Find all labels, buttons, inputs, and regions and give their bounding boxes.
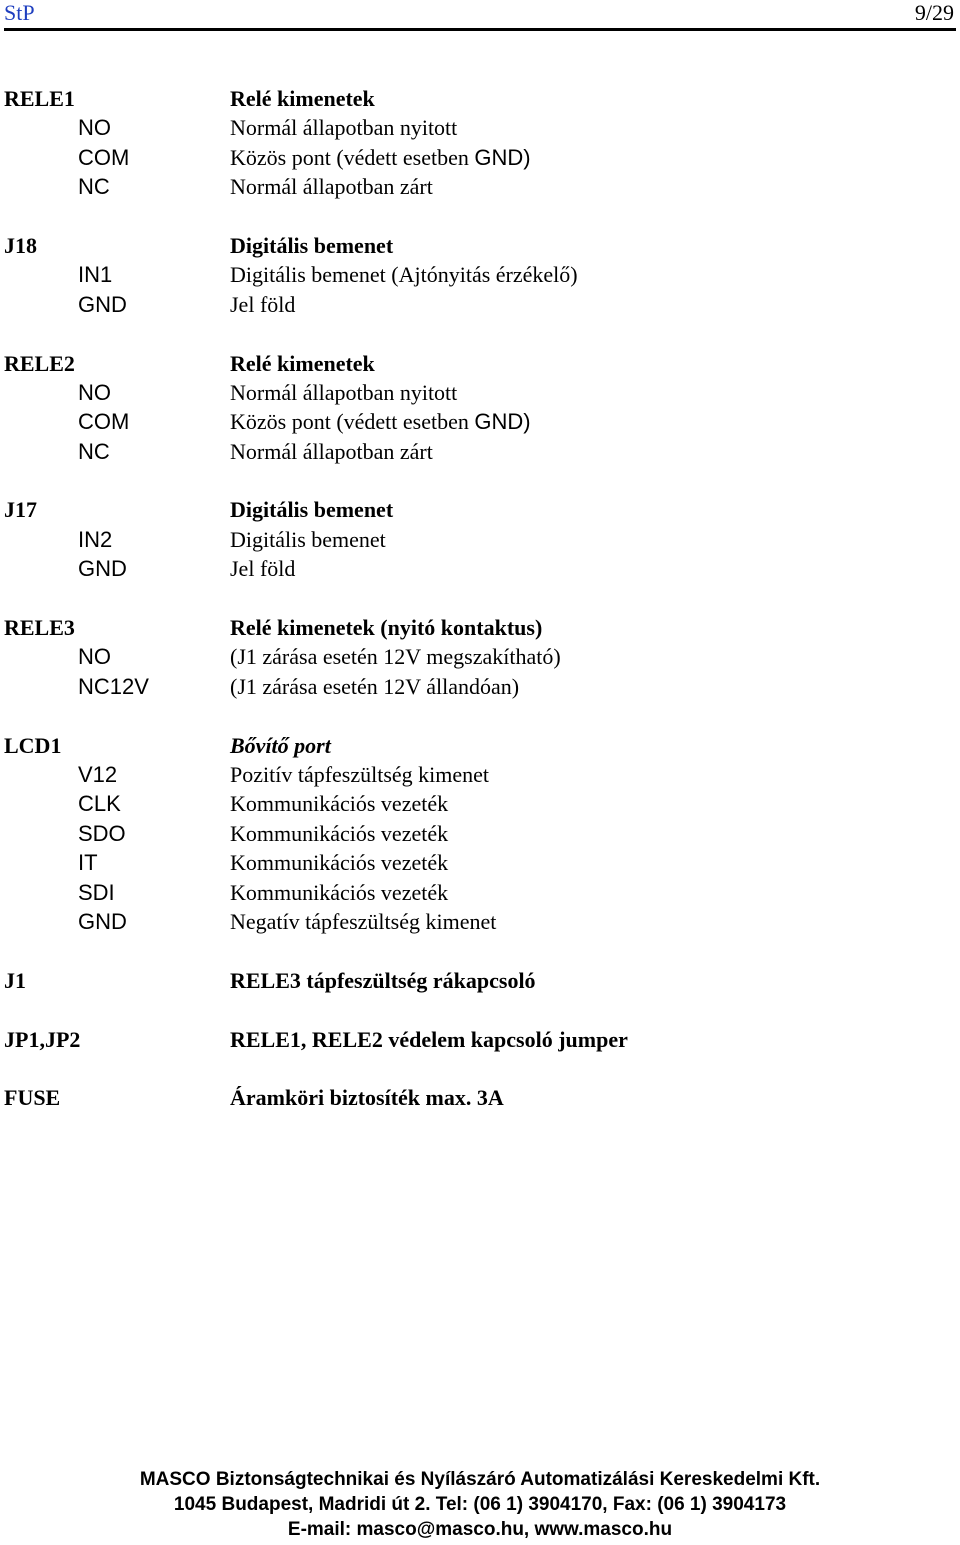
connector-label: RELE2 [4,350,75,376]
pin-description-text: Kommunikációs vezeték [230,850,449,876]
connector-label: LCD1 [4,732,62,758]
section-title: Relé kimenetek (nyitó kontaktus) [230,615,543,641]
pin-description [230,525,386,554]
pin-row [0,290,960,319]
pin-row [0,819,960,848]
section-title: Relé kimenetek [230,86,375,111]
pin-description-signal: GND) [474,409,531,435]
pin-description-text: (J1 zárása esetén 12V megszakítható) [230,644,561,670]
section-header-row [0,966,960,995]
pin-name: NC [78,174,110,200]
section-header-row [0,231,960,260]
pin-description-text: Kommunikációs vezeték [230,820,449,846]
pin-row [0,525,960,554]
pin-description [230,437,433,466]
connector-label: J17 [4,497,37,523]
pin-description-signal: GND) [474,144,531,170]
section-header-row [0,84,960,113]
page-footer [0,1467,960,1542]
header-rule [4,28,956,31]
section-spacer [0,202,960,231]
header-doc-code: StP [4,0,35,25]
footer-contact: E-mail: masco@masco.hu, www.masco.hu [287,1519,673,1540]
pin-name: NO [78,115,111,141]
footer-address: 1045 Budapest, Madridi út 2. Tel: (06 1) 3904170, Fax: (06 1) 3904173 [173,1494,787,1515]
pin-name: NO [78,644,111,670]
pin-description [230,642,561,671]
pin-description [230,760,489,789]
pin-name: NC12V [78,673,149,699]
pin-name: NO [78,379,111,405]
pin-row [0,642,960,671]
pin-name: IN1 [78,262,113,288]
section-spacer [0,466,960,495]
pin-description [230,143,531,172]
pin-description [230,907,496,936]
section-title: Relé kimenetek [230,350,375,376]
pin-description-text: Normál állapotban nyitott [230,115,458,141]
pin-description [230,172,433,201]
pin-description-text: Normál állapotban zárt [230,174,433,200]
pin-row [0,907,960,936]
section-title: Bővítő port [230,732,331,758]
section-header-row [0,495,960,524]
section-header-row [0,1083,960,1112]
pin-row [0,113,960,142]
section-title: RELE3 tápfeszültség rákapcsoló [230,967,536,993]
pin-description [230,290,295,319]
section-title: RELE1, RELE2 védelem kapcsoló jumper [230,1026,628,1052]
pin-row [0,437,960,466]
pin-description-text: (J1 zárása esetén 12V állandóan) [230,673,520,699]
section-spacer [0,936,960,965]
pin-name: NC [78,438,110,464]
page-number: 9/29 [914,0,954,25]
section-header-row [0,1025,960,1054]
pin-row [0,143,960,172]
pin-description-text: Digitális bemenet (Ajtónyitás érzékelő) [230,262,578,288]
footer-company: MASCO Biztonságtechnikai és Nyílászáró Automatizálási Kereskedelmi Kft. [139,1469,821,1490]
pin-name: CLK [78,791,121,817]
pin-description-text: Normál állapotban zárt [230,438,433,464]
pin-row [0,260,960,289]
pin-row [0,172,960,201]
pin-row [0,554,960,583]
pin-description-text: Pozitív tápfeszültség kimenet [230,761,490,787]
pin-name: IN2 [78,526,113,552]
pin-description [230,848,448,877]
pin-description-text: Digitális bemenet [230,526,386,552]
pin-description-text: Kommunikációs vezeték [230,791,449,817]
pin-description-text: Közös pont (védett esetben [230,409,475,435]
section-title: Áramköri biztosíték max. 3A [230,1085,504,1111]
pin-row [0,878,960,907]
connector-label: J1 [4,967,26,993]
pin-name: COM [78,409,130,435]
pin-description [230,554,295,583]
pin-name: COM [78,144,130,170]
section-spacer [0,1054,960,1083]
pin-row [0,760,960,789]
section-title: Digitális bemenet [230,497,394,523]
section-spacer [0,584,960,613]
pin-description-text: Normál állapotban nyitott [230,379,458,405]
section-header-row [0,349,960,378]
section-spacer [0,701,960,730]
pin-description-text: Kommunikációs vezeték [230,879,449,905]
pin-row [0,378,960,407]
pin-description [230,819,448,848]
section-spacer [0,319,960,348]
connector-label: J18 [4,232,37,258]
pin-name: SDI [78,879,115,905]
section-spacer [0,995,960,1024]
connector-label: JP1,JP2 [4,1026,81,1052]
pin-row [0,407,960,436]
pin-name: IT [78,850,98,876]
pin-description-text: Negatív tápfeszültség kimenet [230,908,497,934]
pin-description [230,113,457,142]
connector-table [0,84,960,1113]
pin-description-text: Közös pont (védett esetben [230,144,475,170]
pin-description [230,878,448,907]
pin-description [230,260,578,289]
pin-name: V12 [78,761,118,787]
pin-name: GND [78,556,127,582]
pin-row [0,848,960,877]
pin-description [230,378,457,407]
section-header-row [0,731,960,760]
connector-label: FUSE [4,1085,61,1111]
connector-label: RELE3 [4,615,75,641]
pin-row [0,789,960,818]
pin-name: GND [78,908,127,934]
pin-description-text: Jel föld [230,556,296,582]
pin-description-text: Jel föld [230,291,296,317]
pin-description [230,407,531,436]
pin-description [230,789,448,818]
pin-description [230,672,519,701]
pin-name: GND [78,291,127,317]
pin-name: SDO [78,820,126,846]
section-title: Digitális bemenet [230,232,394,258]
pin-row [0,672,960,701]
connector-label: RELE1 [4,86,75,111]
page-header [0,0,960,30]
section-header-row [0,613,960,642]
